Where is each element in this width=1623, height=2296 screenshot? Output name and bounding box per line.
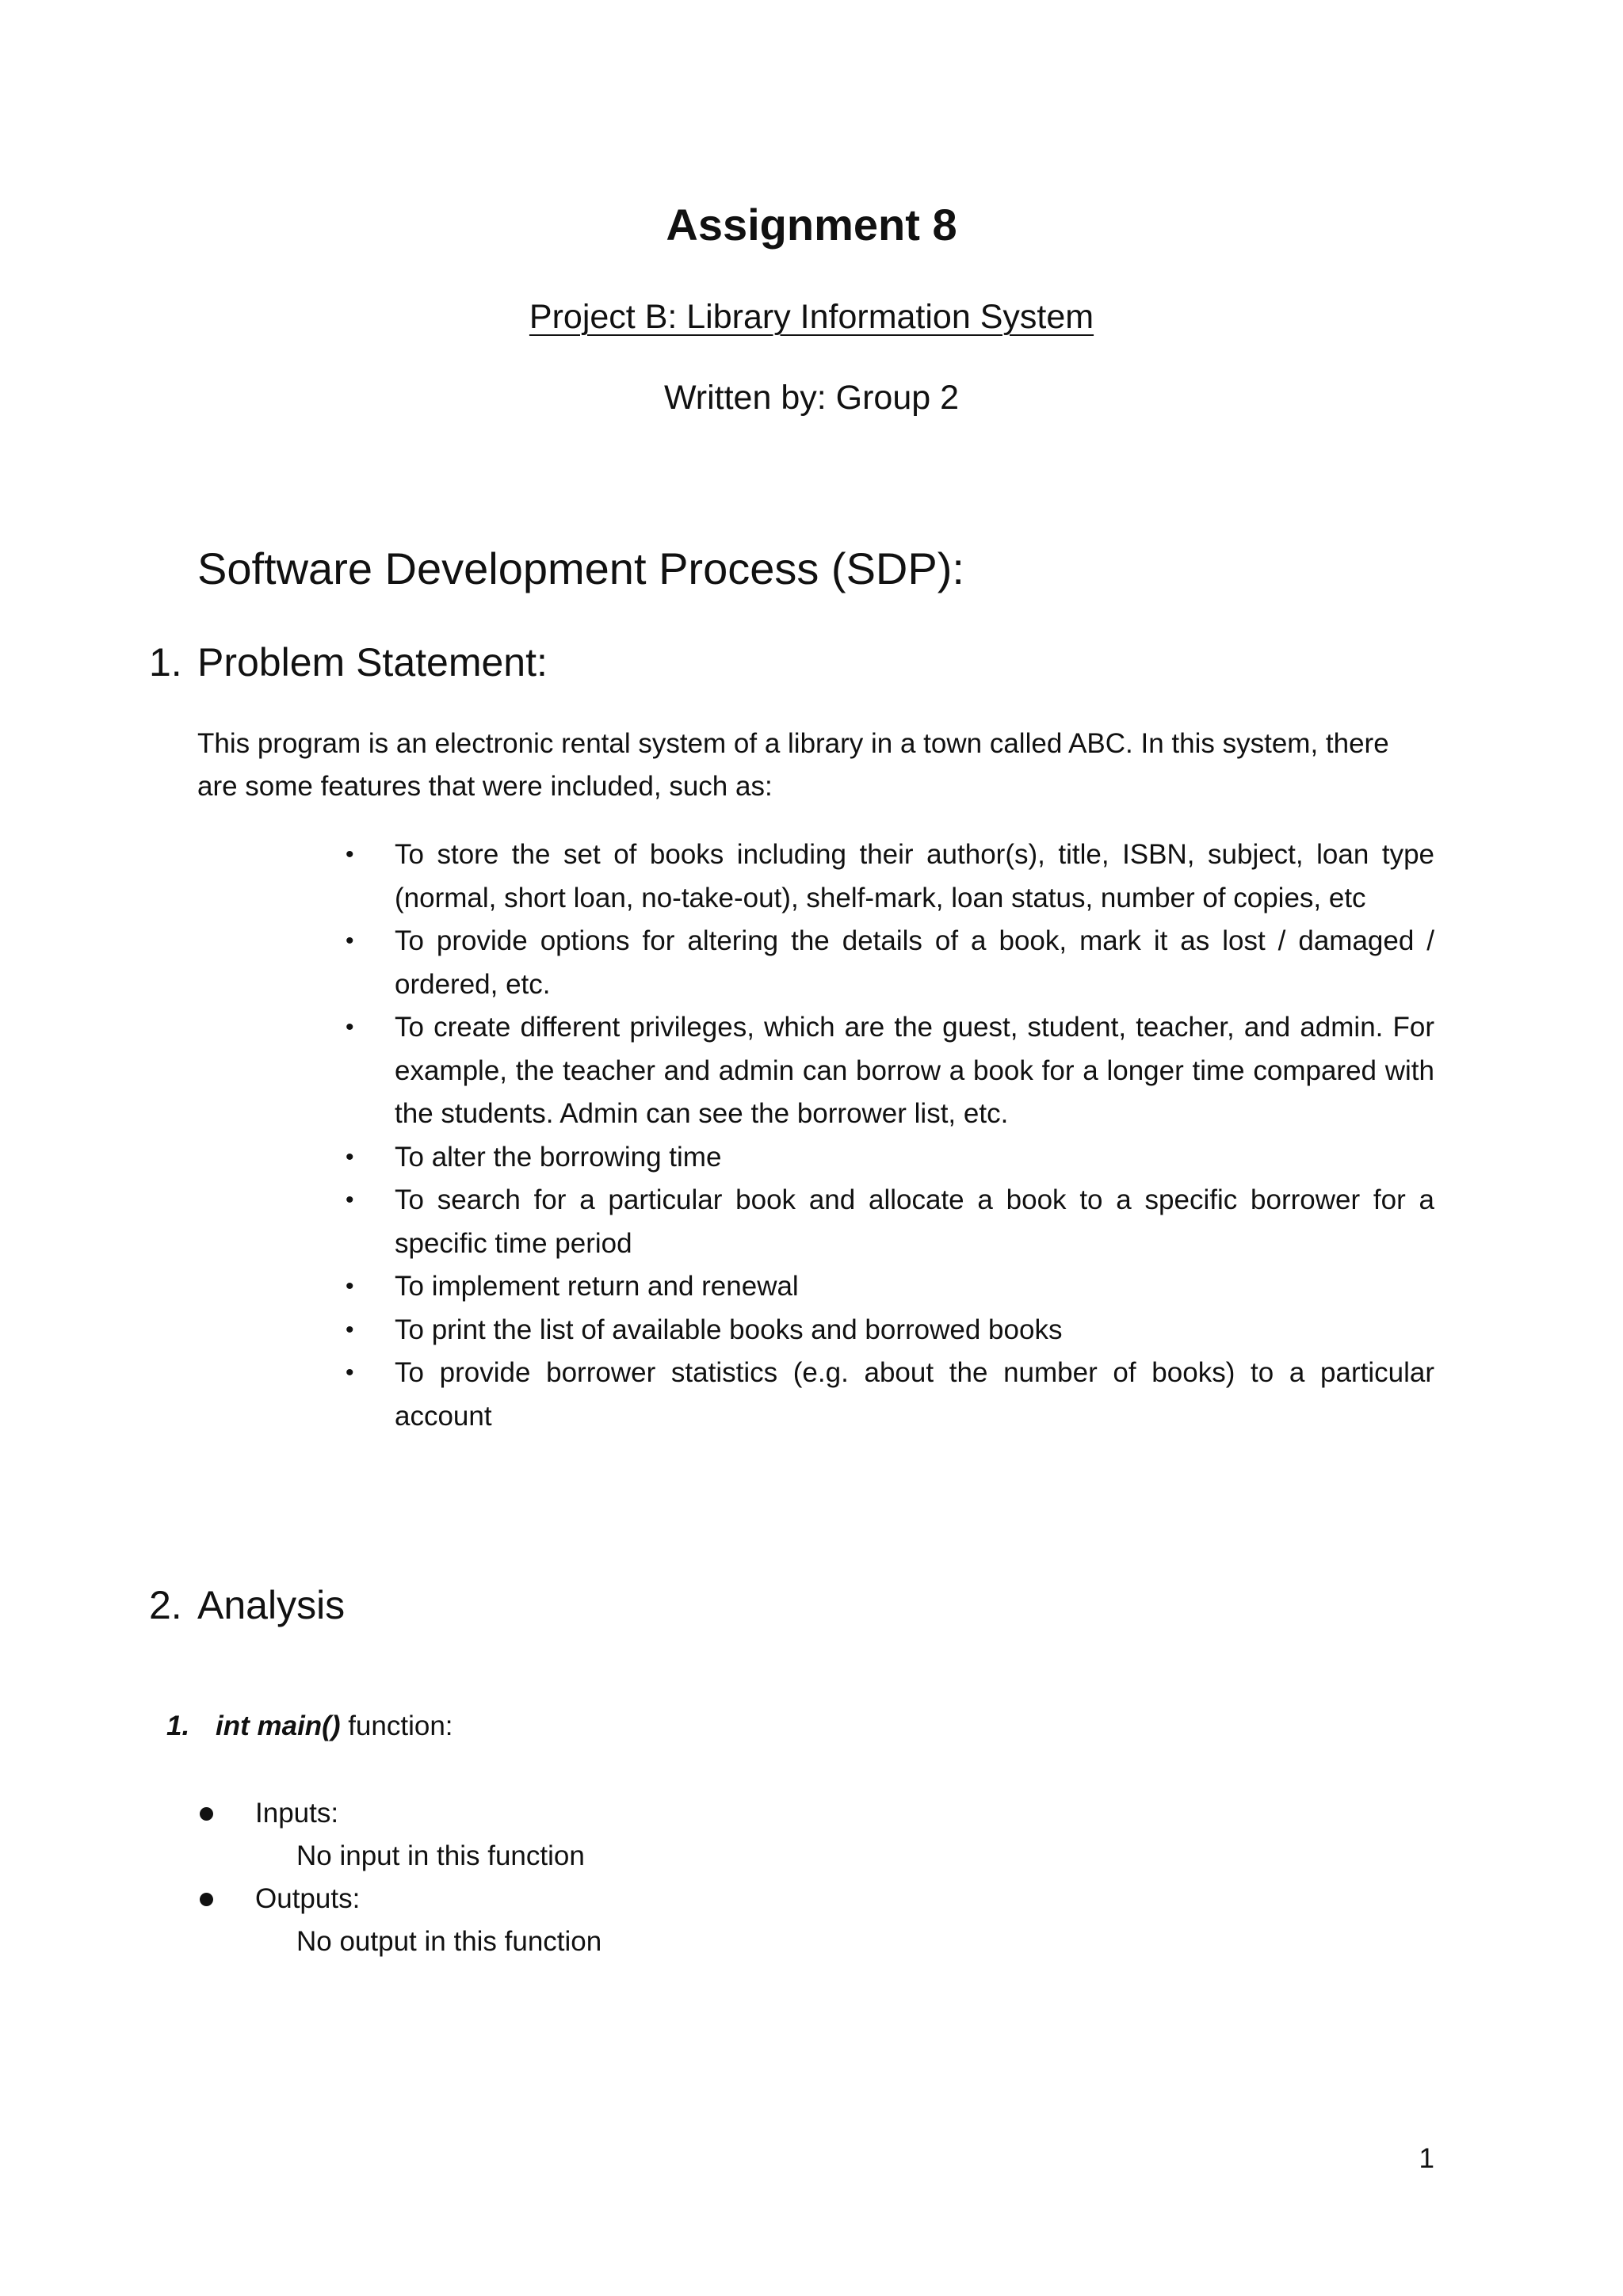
feature-text: To provide borrower statistics (e.g. about the number of books) to a particular account [395,1357,1434,1432]
bullet-dot-icon [200,1807,213,1821]
document-author: Written by: Group 2 [663,379,960,417]
feature-item [346,1352,1434,1438]
page-number: 1 [1419,2143,1434,2174]
bullet-icon: • [346,1316,354,1343]
feature-item [346,1309,1434,1352]
section-heading-problem-statement [149,635,548,689]
bullet-icon: • [346,928,354,954]
document-title: Assignment 8 [666,200,957,250]
problem-intro-paragraph: This program is an electronic rental system of a library in a town called ABC. In this system, there are some features that were included, such as: [197,728,1389,802]
function-suffix: function: [340,1711,453,1741]
io-label: Inputs: [255,1798,339,1829]
section-title: Problem Statement: [197,640,548,685]
section-number: 2. [149,1583,182,1627]
document-subtitle [0,295,1623,339]
bullet-icon: • [346,1187,354,1213]
feature-item [346,920,1434,1006]
io-description: No output in this function [296,1926,602,1957]
feature-text: To provide options for altering the details of a book, mark it as lost / damaged / ordered, etc. [395,925,1434,1000]
section-heading-analysis [149,1578,345,1632]
document-subtitle-text: Project B: Library Information System [529,298,1094,336]
bullet-icon: • [346,1360,354,1386]
feature-item [346,1265,1434,1309]
feature-text: To alter the borrowing time [395,1141,722,1173]
subsection-heading-main-function [166,1705,453,1748]
function-name: int main() [216,1711,341,1741]
subsection-number: 1. [166,1711,190,1741]
feature-item [346,1006,1434,1136]
bullet-icon: • [346,1143,354,1170]
feature-text: To implement return and renewal [395,1271,799,1302]
bullet-icon: • [346,1014,354,1040]
process-heading: Software Development Process (SDP): [197,543,964,593]
feature-text: To create different privileges, which are the guest, student, teacher, and admin. For example, the teacher and admin can borrow a book for a longer time compared with the students. Admin can see the borrower list, etc. [395,1012,1434,1129]
io-list [255,1792,601,1963]
io-description: No input in this function [296,1840,585,1871]
bullet-icon: • [346,841,354,868]
io-label: Outputs: [255,1883,361,1914]
feature-text: To store the set of books including their author(s), title, ISBN, subject, loan type (normal, short loan, no-take-out), shelf-mark, loan status, number of copies, etc [395,839,1434,913]
io-item-inputs [255,1792,601,1878]
feature-item [346,1136,1434,1180]
bullet-icon: • [346,1273,354,1299]
bullet-dot-icon [200,1893,213,1906]
feature-item [346,833,1434,920]
feature-list [346,833,1434,1438]
feature-text: To search for a particular book and allocate a book to a specific borrower for a specific time period [395,1184,1434,1259]
io-item-outputs [255,1878,601,1963]
feature-item [346,1179,1434,1265]
section-number: 1. [149,640,182,685]
section-title: Analysis [197,1583,346,1627]
feature-text: To print the list of available books and borrowed books [395,1314,1063,1345]
